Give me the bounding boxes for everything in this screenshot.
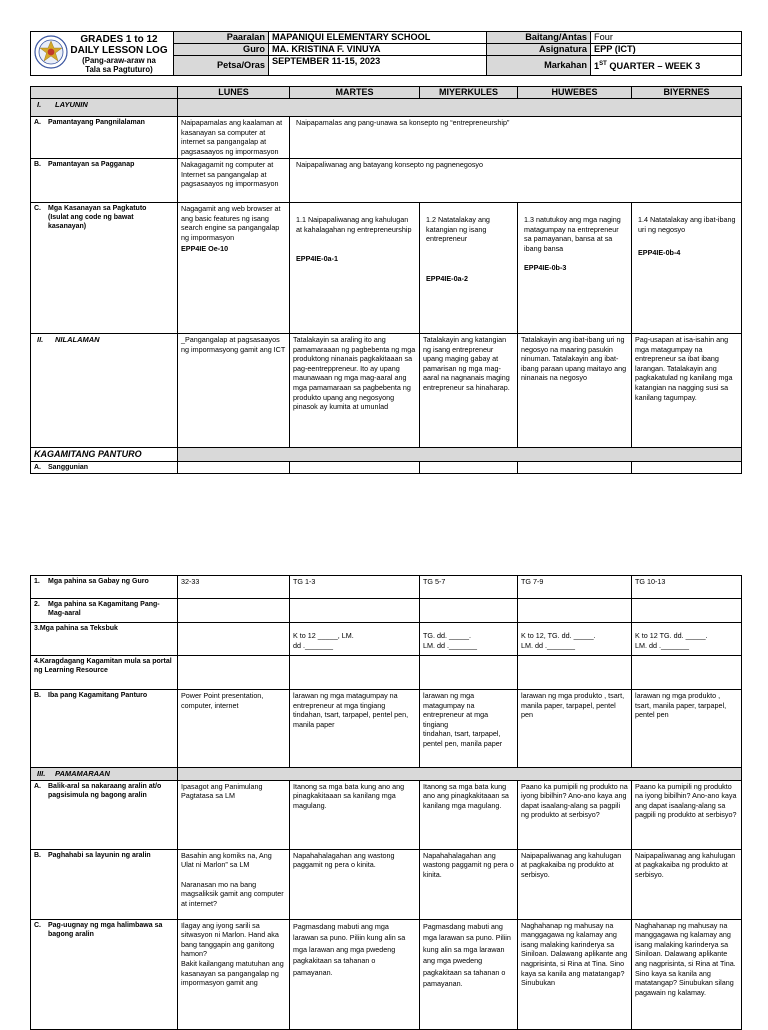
cell-r3-miyerkules: TG. dd. _____. LM. dd ._______	[420, 623, 518, 656]
school-label: Paaralan	[174, 32, 269, 44]
cell-pb-miyerkules: Napahahalagahan ang wastong paggamit ng pera o kinita.	[420, 849, 518, 919]
cell-r2-huwebes	[518, 599, 632, 623]
cell-pc-martes: Pagmasdang mabuti ang mga larawan sa puno. Piliin kung alin sa mga larawan ang mga pwedeng pagkakitaan sa tahanan o pamayanan.	[290, 919, 420, 1029]
section-nilalaman: II. NILALAMAN	[31, 334, 178, 448]
title-line2: DAILY LESSON LOG	[70, 44, 168, 56]
cell-pb-lunes: Basahin ang komiks na, Ang Ulat ni Marlon” sa LM Naranasan mo na bang magsaliksik gamit ang computer at internet?	[178, 849, 290, 919]
cell-b2-huwebes: larawan ng mga produkto , tsart, manila paper, tarpapel, pentel pen	[518, 690, 632, 768]
row-label-kasanayan-sa-pagkatuto: C. Mga Kasanayan sa Pagkatuto (Isulat ang code ng bawat kasanayan)	[31, 203, 178, 334]
row-label-paghahabi: B. Paghahabi sa layunin ng aralin	[31, 849, 178, 919]
cell-r1-huwebes: TG 7-9	[518, 576, 632, 599]
cell-pb-biyernes: Naipapaliwanag ang kahulugan at pagkakaiba ng produkto at serbisyo.	[632, 849, 742, 919]
cell-c-huwebes: 1.3 natutukoy ang mga naging matagumpay na entrepreneur sa pamayanan, bansa at sa ibang bansa EPP4IE-0b-3	[518, 203, 632, 334]
grade-value: Four	[591, 32, 742, 44]
cell-r4-martes	[290, 656, 420, 690]
cell-pb-martes: Napahahalagahan ang wastong paggamit ng pera o kinita.	[290, 849, 420, 919]
quarter-text: QUARTER – WEEK 3	[606, 61, 701, 72]
cell-pc-biyernes: Naghahanap ng mahusay na manggagawa ng kalamay ang isang malaking karinderya sa Siniloan. Dalawang aplikante ang nagprisinta, si Rina at Tina. Sino kaya sa kanila ang matatangap? Sinubukan silang pagawain ng kalamay.	[632, 919, 742, 1029]
row-label-teksbuk: 3.Mga pahina sa Teksbuk	[31, 623, 178, 656]
cell-b2-miyerkules: larawan ng mga matagumpay na entrepreneur at mga tingiang tindahan, tsart, tarpapel, pentel pen, manila paper	[420, 690, 518, 768]
cell-b2-martes: larawan ng mga matagumpay na entrepreneur at mga tingiang tindahan, tsart, tarpapel, pentel pen, manila paper	[290, 690, 420, 768]
school-value: MAPANIQUI ELEMENTARY SCHOOL	[269, 32, 487, 44]
cell-a-rest: Naipapamalas ang pang-unawa sa konsepto ng “entrepreneurship”	[290, 117, 742, 159]
cell-pc-miyerkules: Pagmasdang mabuti ang mga larawan sa puno. Piliin kung alin sa mga larawan ang mga pwedeng pagkakitaan sa tahanan o pamayanan.	[420, 919, 518, 1029]
section-kagamitang-panturo: KAGAMITANG PANTURO	[31, 448, 178, 462]
subject-value: EPP (ICT)	[591, 44, 742, 56]
cell-r1-miyerkules: TG 5-7	[420, 576, 518, 599]
lesson-table-bottom	[30, 575, 742, 1030]
cell-a-lunes: Naipapamalas ang kaalaman at kasanayan sa computer at internet sa pangangalap at pagsasaayos ng impormasyon	[178, 117, 290, 159]
quarter-label: Markahan	[487, 56, 591, 76]
cell-pc-huwebes: Naghahanap ng mahusay na manggagawa ng kalamay ang isang malaking karinderya sa Siniloan. Dalawang aplikante ang nagprisinta, si Rina at Tina. Sino kaya sa kanila ang matatangap? Sinubukan	[518, 919, 632, 1029]
cell-pa-miyerkules: Itanong sa mga bata kung ano ang pinagkakitaaan sa kanilang mga magulang.	[420, 780, 518, 849]
cell-r3-martes: K to 12 _____, LM. dd ._______	[290, 623, 420, 656]
row-label-pamantayang-pangnilalaman: A. Pamantayang Pangnilalaman	[31, 117, 178, 159]
cell-pa-huwebes: Paano ka pumipili ng produkto na iyong bibilhin? Ano-ano kaya ang dapat isaalang-alang sa pagpili ng produkto at serbisyo?	[518, 780, 632, 849]
deped-seal-icon	[34, 35, 68, 69]
cell-b2-lunes: Power Point presentation, computer, internet	[178, 690, 290, 768]
cell-pb-huwebes: Naipapaliwanag ang kahulugan at pagkakaiba ng produkto at serbisyo.	[518, 849, 632, 919]
cell-r3-biyernes: K to 12 TG. dd. _____. LM. dd ._______	[632, 623, 742, 656]
cell-c-miyerkules: 1.2 Natatalakay ang katangian ng isang entrepreneur EPP4IE-0a-2	[420, 203, 518, 334]
title-line1: GRADES 1 to 12	[80, 33, 158, 45]
row-label-gabay-ng-guro: 1. Mga pahina sa Gabay ng Guro	[31, 576, 178, 599]
quarter-value	[591, 56, 742, 76]
cell-r2-miyerkules	[420, 599, 518, 623]
cell-pc-lunes: Ilagay ang iyong sarili sa sitwasyon ni Marlon. Hand aka bang tanggapin ang ganitong hamon? Bakit kailangang matutuhan ang kasanayan sa pangangalap ng impormasyon gamit ang	[178, 919, 290, 1029]
section-pamamaraan-fill	[178, 768, 742, 781]
subtitle-line2: Tala sa Pagtuturo)	[85, 64, 153, 74]
cell-nil-biyernes: Pag-usapan at isa-isahin ang mga matagumpay na entrepreneur sa ibat ibang larangan. Tatalakayin ang pagkakatulad ng kanilang mga katangian na nagging susi sa kanilang tagumpay.	[632, 334, 742, 448]
cell-c-lunes: Nagagamit ang web browser at ang basic features ng isang search engine sa pangangalap ng impormasyon EPP4IE Oe-10	[178, 203, 290, 334]
header-table	[30, 31, 742, 76]
cell-sang-lunes	[178, 462, 290, 474]
date-value: SEPTEMBER 11-15, 2023	[269, 56, 487, 76]
cell-r4-biyernes	[632, 656, 742, 690]
cell-pa-biyernes: Paano ka pumipili ng produkto na iyong bibilhin? Ano-ano kaya ang dapat isaalang-alang sa pagpili ng produkto at serbisyo?	[632, 780, 742, 849]
cell-nil-martes: Tatalakayin sa araling ito ang pamamaraaan ng pagbebenta ng mga produktong ninanais pagkakitaaan sa pag-eentreppreneur. Ito ay upang maunawaan ng mga mag-aaral ang mga pamamaraan sa pagbebenta ng produkto upang ang negosyong pinasok ay kumita at umunlad	[290, 334, 420, 448]
cell-r2-martes	[290, 599, 420, 623]
section-layunin-fill	[178, 99, 742, 117]
cell-b-rest: Naipapaliwanag ang batayang konsepto ng pagnenegosyo	[290, 159, 742, 203]
day-header-miyerkules: MIYERKULES	[420, 87, 518, 99]
cell-nil-huwebes: Tatalakayin ang ibat-ibang uri ng negosyo na maaring pasukin ninuman. Tatalakayin ang ibat-ibang paraan upang maitayo ang ninanais na negosyo	[518, 334, 632, 448]
day-header-huwebes: HUWEBES	[518, 87, 632, 99]
cell-sang-miyerkules	[420, 462, 518, 474]
cell-c-martes: 1.1 Naipapaliwanag ang kahulugan at kahalagahan ng entrepreneurship EPP4IE-0a-1	[290, 203, 420, 334]
cell-nil-lunes: _Pangangalap at pagsasaayos ng impormasyong gamit ang ICT	[178, 334, 290, 448]
quarter-suffix: ST	[599, 60, 607, 67]
row-label-sanggunian: A. Sanggunian	[31, 462, 178, 474]
row-label-pamantayan-sa-pagganap: B. Pamantayan sa Pagganap	[31, 159, 178, 203]
cell-r4-miyerkules	[420, 656, 518, 690]
header-title-cell	[31, 32, 174, 76]
section-pamamaraan: III. PAMAMARAAN	[31, 768, 178, 781]
cell-b-lunes: Nakagagamit ng computer at Internet sa pangangalap at pagsasaayos ng impormasyon	[178, 159, 290, 203]
cell-r2-lunes	[178, 599, 290, 623]
day-header-martes: MARTES	[290, 87, 420, 99]
subtitle-line1: (Pang-araw-araw na	[82, 55, 156, 65]
row-label-balik-aral: A. Balik-aral sa nakaraang aralin at/o pagsisimula ng bagong aralin	[31, 780, 178, 849]
cell-r1-biyernes: TG 10-13	[632, 576, 742, 599]
section-layunin: I. LAYUNIN	[31, 99, 178, 117]
cell-sang-huwebes	[518, 462, 632, 474]
day-header-biyernes: BIYERNES	[632, 87, 742, 99]
cell-c-biyernes: 1.4 Natatalakay ang ibat-ibang uri ng negosyo EPP4IE-0b-4	[632, 203, 742, 334]
cell-r3-huwebes: K to 12, TG. dd. _____. LM. dd ._______	[518, 623, 632, 656]
teacher-label: Guro	[174, 44, 269, 56]
cell-r4-lunes	[178, 656, 290, 690]
row-label-karagdagang-kagamitan: 4.Karagdagang Kagamitan mula sa portal ng Learning Resource	[31, 656, 178, 690]
date-label: Petsa/Oras	[174, 56, 269, 76]
cell-pa-martes: Itanong sa mga bata kung ano ang pinagkakitaaan sa kanilang mga magulang.	[290, 780, 420, 849]
quarter-number: 1	[594, 61, 600, 72]
cell-pa-lunes: Ipasagot ang Panimulang Pagtatasa sa LM	[178, 780, 290, 849]
cell-nil-miyerkules: Tatalakayin ang katangian ng isang entrepreneur upang maging gabay at pamarisan ng mga mag-aaral na nagnanais maging entrepreneur sa hinaharap.	[420, 334, 518, 448]
day-header-blank	[31, 87, 178, 99]
cell-sang-martes	[290, 462, 420, 474]
teacher-value: MA. KRISTINA F. VINUYA	[269, 44, 487, 56]
cell-r4-huwebes	[518, 656, 632, 690]
section-kagamitan-fill	[178, 448, 742, 462]
row-label-kagamitang-pang-mag-aaral: 2. Mga pahina sa Kagamitang Pang-Mag-aaral	[31, 599, 178, 623]
cell-b2-biyernes: larawan ng mga produkto , tsart, manila paper, tarpapel, pentel pen	[632, 690, 742, 768]
day-header-lunes: LUNES	[178, 87, 290, 99]
row-label-iba-pang-kagamitan: B. Iba pang Kagamitang Panturo	[31, 690, 178, 768]
cell-r2-biyernes	[632, 599, 742, 623]
cell-r1-martes: TG 1-3	[290, 576, 420, 599]
cell-r1-lunes: 32-33	[178, 576, 290, 599]
subject-label: Asignatura	[487, 44, 591, 56]
row-label-pag-uugnay: C. Pag-uugnay ng mga halimbawa sa bagong aralin	[31, 919, 178, 1029]
lesson-table-top	[30, 86, 742, 474]
cell-sang-biyernes	[632, 462, 742, 474]
cell-r3-lunes	[178, 623, 290, 656]
grade-label: Baitang/Antas	[487, 32, 591, 44]
